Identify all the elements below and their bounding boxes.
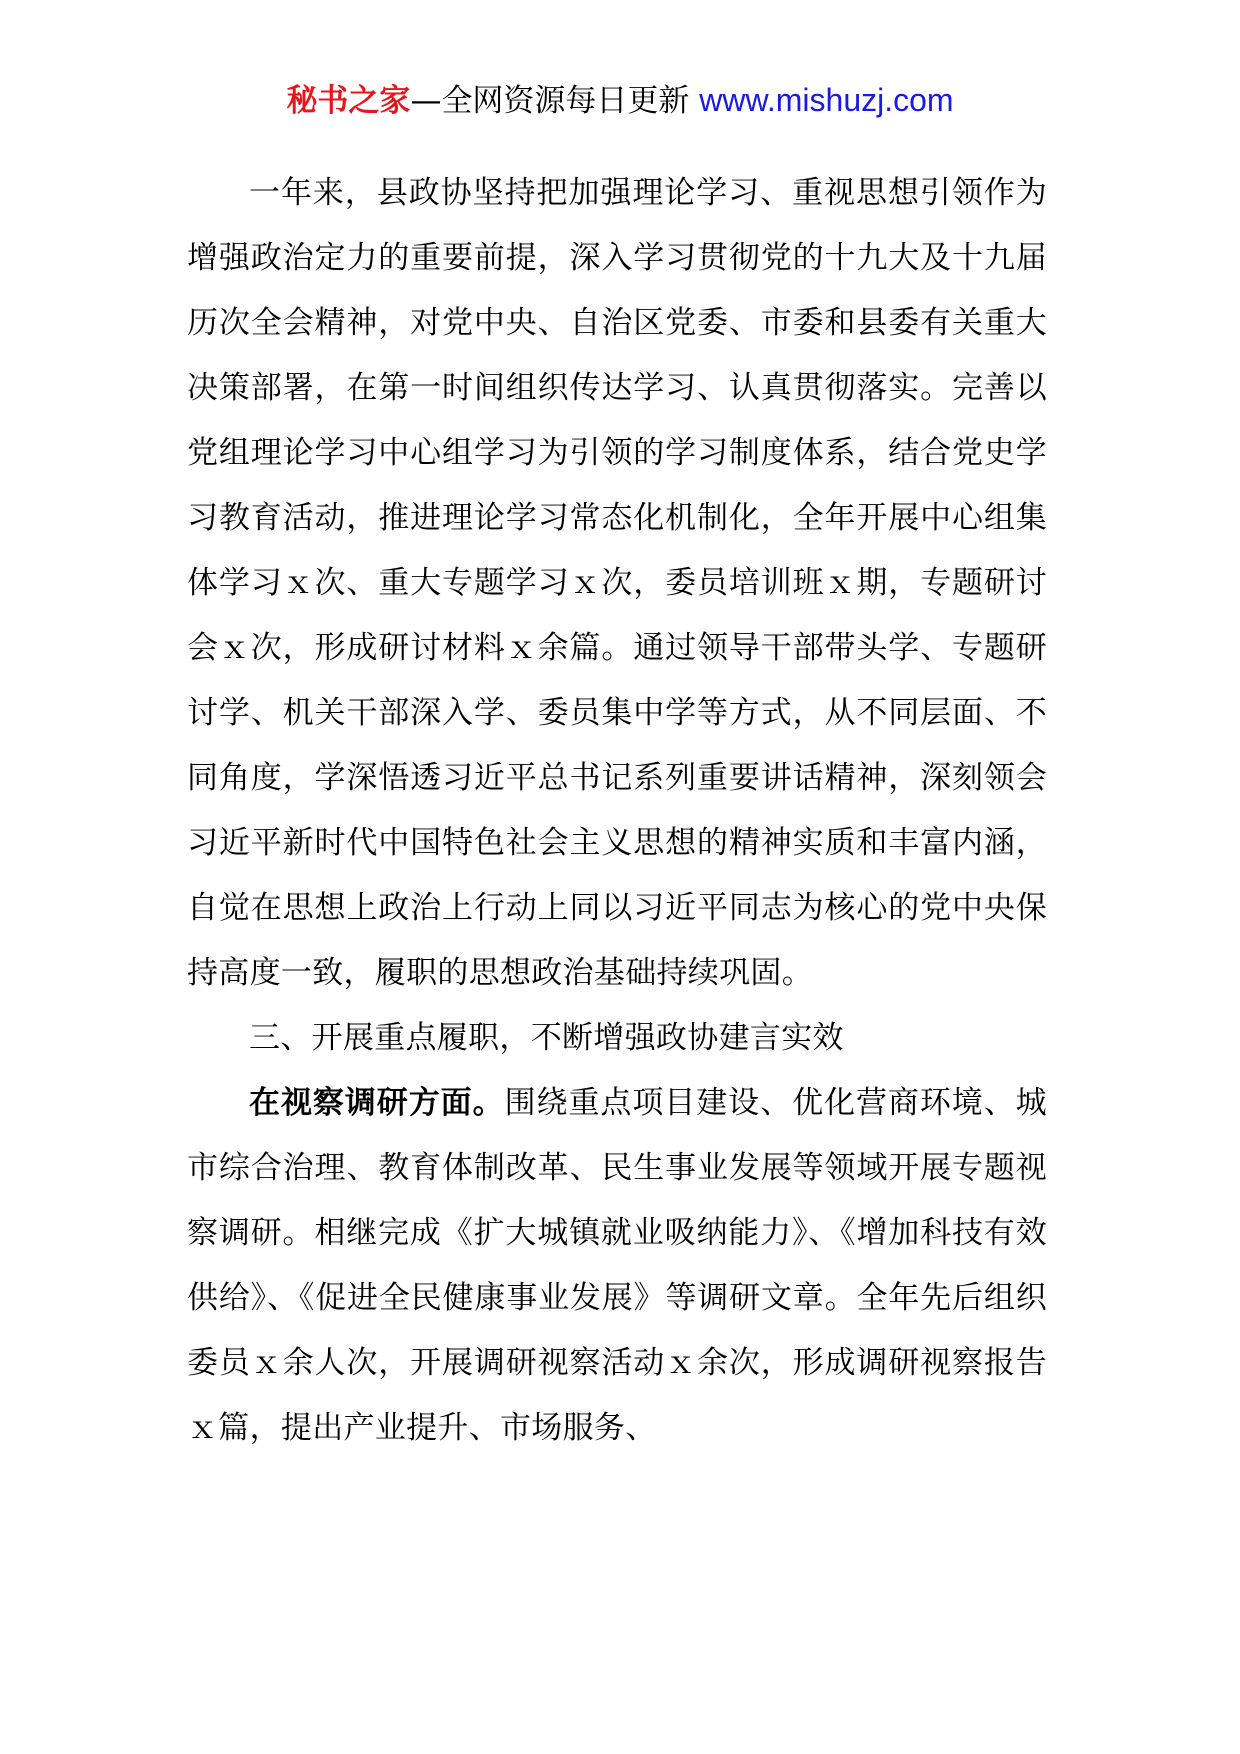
section-heading: 三、开展重点履职，不断增强政协建言实效: [249, 1020, 844, 1056]
document-body: [187, 161, 1047, 1461]
site-url-link[interactable]: www.mishuzj.com: [699, 82, 954, 118]
paragraph-lead-bold: 在视察调研方面。: [249, 1085, 505, 1121]
site-brand: 秘书之家: [286, 83, 411, 119]
paragraph-inspection-research: [187, 1071, 1047, 1461]
site-tagline: —全网资源每日更新: [410, 83, 690, 119]
paragraph-text: 围绕重点项目建设、优化营商环境、城市综合治理、教育体制改革、民生事业发展等领域开展专题视察调研。相继完成《扩大城镇就业吸纳能力》、《增加科技有效供给》、《促进全民健康事业发展》等调研文章。全年先后组织委员ｘ余人次，开展调研视察活动ｘ余次，形成调研视察报告ｘ篇，提出产业提升、市场服务、: [187, 1085, 1047, 1446]
paragraph-theory-study: 一年来，县政协坚持把加强理论学习、重视思想引领作为增强政治定力的重要前提，深入学习贯彻党的十九大及十九届历次全会精神，对党中央、自治区党委、市委和县委有关重大决策部署，在第一时间组织传达学习、认真贯彻落实。完善以党组理论学习中心组学习为引领的学习制度体系，结合党史学习教育活动，推进理论学习常态化机制化，全年开展中心组集体学习ｘ次、重大专题学习ｘ次，委员培训班ｘ期，专题研讨会ｘ次，形成研讨材料ｘ余篇。通过领导干部带头学、专题研讨学、机关干部深入学、委员集中学等方式，从不同层面、不同角度，学深悟透习近平总书记系列重要讲话精神，深刻领会习近平新时代中国特色社会主义思想的精神实质和丰富内涵，自觉在思想上政治上行动上同以习近平同志为核心的党中央保持高度一致，履职的思想政治基础持续巩固。: [187, 175, 1047, 991]
site-header: [0, 80, 1240, 121]
